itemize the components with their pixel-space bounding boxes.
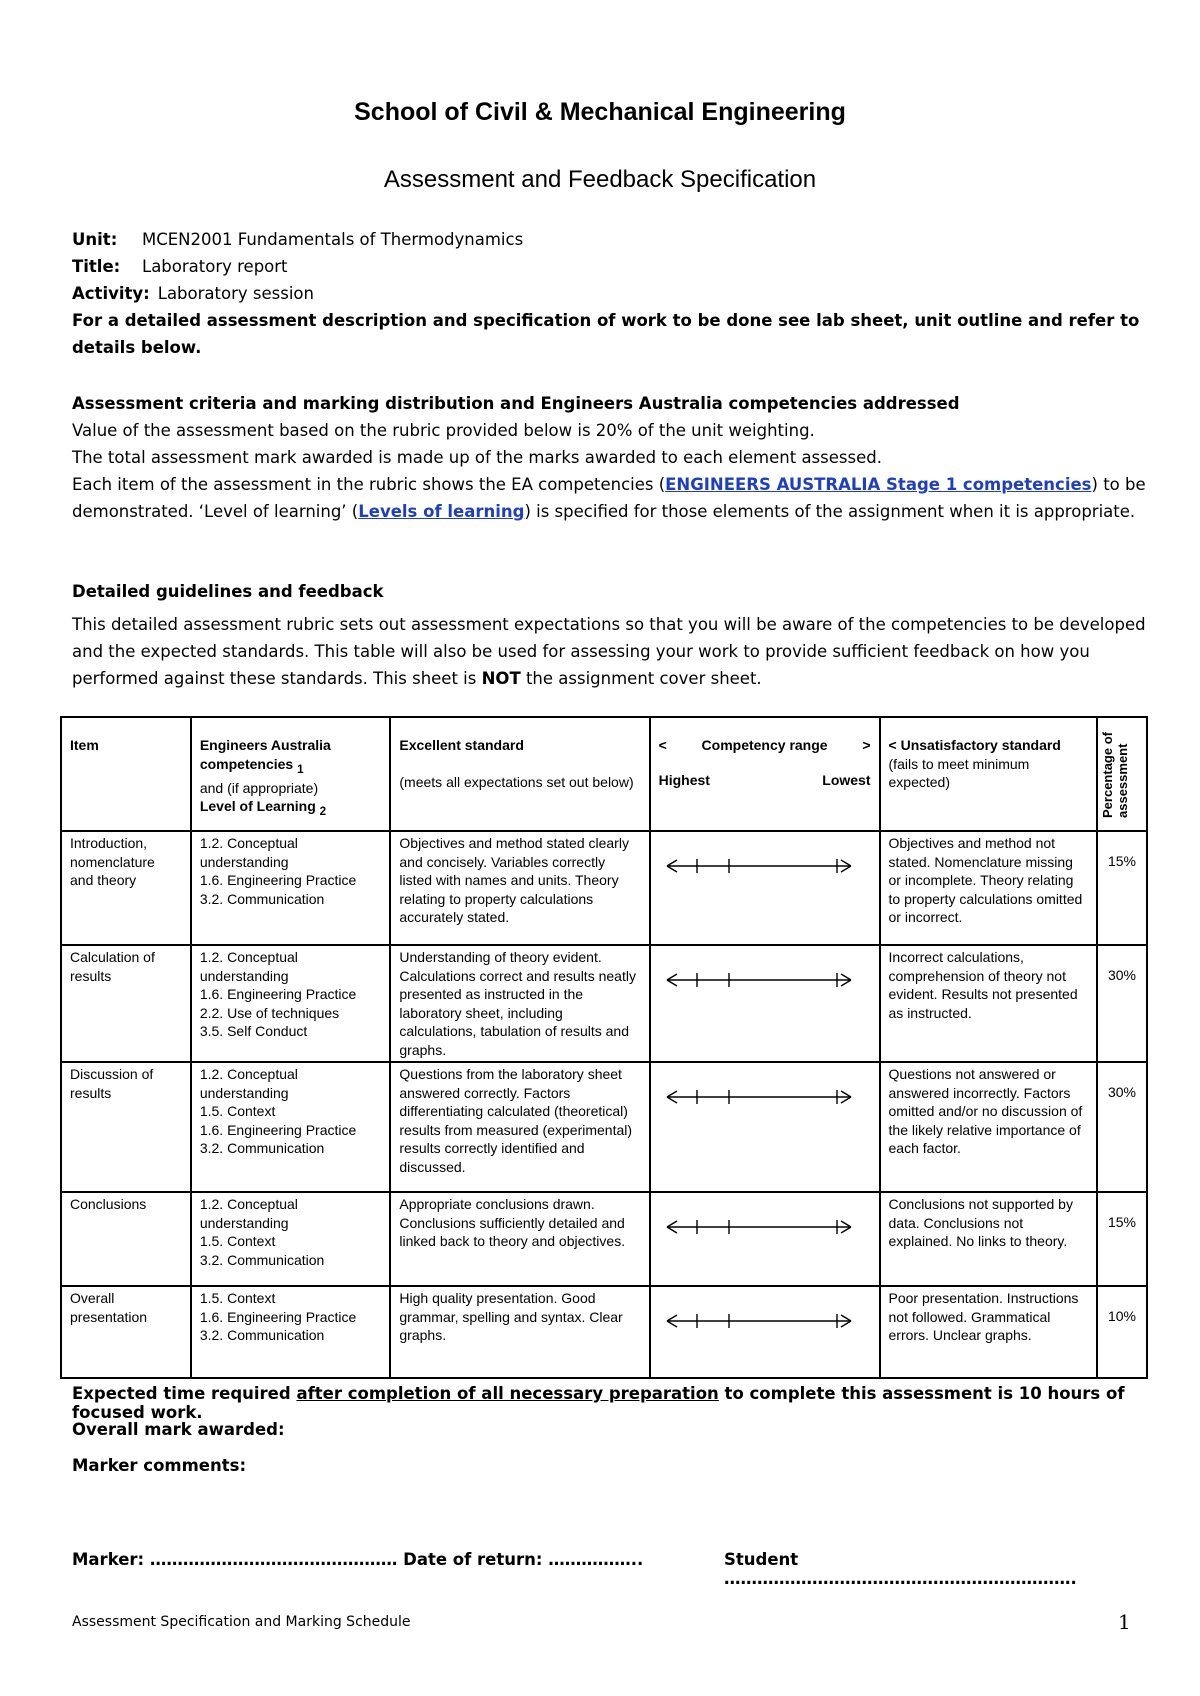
header-ea-sub2: 2 [319,805,327,819]
criteria-line-2: The total assessment mark awarded is made up of the marks awarded to each element assessed. [72,448,882,467]
ea-competency: 3.2. Communication [199,1140,325,1156]
header-unsat-note: (fails to meet minimum expected) [888,755,1030,790]
time-note-post: to complete this assessment is 10 hours of focused work. [72,1384,1125,1422]
unit-line [72,226,1142,253]
marker-line: Marker: ……………………………………… Date of return: …………….. [72,1550,644,1569]
title-line [72,253,1142,280]
row-competency-range [650,1192,880,1286]
criteria-line-3-text: Each item of the assessment in the rubric shows the EA competencies ( [72,475,666,494]
unit-label: Unit: [72,230,118,249]
activity-value: Laboratory session [157,284,314,303]
table-row [61,1192,1147,1286]
competency-range-scale [659,1217,859,1237]
guidelines-text-bold: NOT [481,669,521,688]
header-ea [191,717,391,831]
page-number: 1 [1118,1610,1131,1634]
document-subtitle: Assessment and Feedback Specification [383,166,817,193]
ea-competency: 3.2. Communication [199,1251,325,1268]
header-unsat [880,717,1097,831]
header-excellent-note: (meets all expectations set out below) [399,774,634,790]
row-competency-range [650,945,880,1062]
overall-mark-label: Overall mark awarded: [72,1420,285,1439]
ea-competency: 1.2. Conceptual understanding [199,949,298,984]
competency-range-scale [659,856,859,876]
header-unsat-text: < Unsatisfactory standard [888,737,1061,753]
range-lt: < [658,737,667,753]
competency-range-scale [659,970,859,990]
title-label: Title: [72,257,121,276]
header-ea-line3: Level of Learning [199,798,320,815]
activity-label: Activity: [72,284,150,303]
criteria-line-4-text: to be demonstrated. ‘Level of learning’ ( [72,475,1146,521]
guidelines-text-main: This detailed assessment rubric sets out assessment expectations so that you will be aware of the competencies to be developed and the expected standards. This table will also be used for assessing your work to provide sufficient feedback on how you performed against these standards. This sheet is [72,615,1146,688]
student-line: Student ………………………………………………………. [724,1550,1077,1588]
table-row [61,831,1147,945]
row-item: Calculation of results [61,945,191,1062]
header-percentage-text: Percentage of assessment [1099,732,1130,818]
header-excellent [390,717,649,831]
criteria-line-3 [72,471,1147,525]
guidelines-text-end: the assignment cover sheet. [520,669,762,688]
range-label: Competency range [701,737,828,753]
criteria-line-4-rest: ) is specified for those elements of the assignment when it is appropriate. [524,502,1136,521]
time-note [72,1384,1152,1422]
range-ends [659,771,871,790]
guidelines-text [72,611,1147,692]
row-ea-competencies [191,1062,391,1192]
activity-line [72,280,1142,307]
table-row [61,945,1147,1062]
table-header-row [61,717,1147,831]
ea-competency: 3.2. Communication [199,890,325,907]
detail-note: For a detailed assessment description and specification of work to be done see lab sheet, unit outline and refer to details below. [72,311,1140,357]
ea-competency: 1.6. Engineering Practice [199,986,357,1002]
ea-competency: 1.6. Engineering Practice [199,872,357,888]
ea-competency: 1.6. Engineering Practice [199,1121,357,1138]
guidelines-section [72,578,1147,692]
ea-competency: 1.2. Conceptual understanding [199,1196,298,1231]
marker-comments-label: Marker comments: [72,1456,247,1475]
ea-competency: 1.2. Conceptual understanding [199,1066,298,1101]
row-ea-competencies [191,1286,391,1378]
header-item [61,717,191,831]
row-unsatisfactory: Questions not answered or answered incorrectly. Factors omitted and/or no discussion of the likely relative importance of each factor. [880,1062,1097,1192]
row-excellent: Questions from the laboratory sheet answered correctly. Factors differentiating calculated (theoretical) results from measured (experimental) results correctly identified and discussed. [390,1062,649,1192]
row-competency-range [650,831,880,945]
row-percentage: 15% [1097,831,1147,945]
header-ea-line1: Engineers Australia competencies [199,737,331,772]
footer-note: Assessment Specification and Marking Schedule [72,1614,411,1630]
ea-competency: 1.6. Engineering Practice [199,1308,357,1325]
row-item: Conclusions [61,1192,191,1286]
unit-value: MCEN2001 Fundamentals of Thermodynamics [142,230,524,249]
row-item: Introduction, nomenclature and theory [61,831,191,945]
school-title: School of Civil & Mechanical Engineering [354,98,846,126]
guidelines-heading: Detailed guidelines and feedback [72,582,384,601]
meta-block [72,226,1142,361]
row-ea-competencies [191,831,391,945]
row-competency-range [650,1062,880,1192]
ea-competency: 1.5. Context [199,1233,276,1249]
row-competency-range [650,1286,880,1378]
ea-competency: 1.2. Conceptual understanding [199,835,298,870]
row-unsatisfactory: Objectives and method not stated. Nomenclature missing or incomplete. Theory relating to property calculations omitted or incorrect. [880,831,1097,945]
time-note-pre: Expected time required [72,1384,297,1403]
row-unsatisfactory: Incorrect calculations, comprehension of theory not evident. Results not presented as instructed. [880,945,1097,1062]
header-percentage [1097,717,1147,831]
range-lowest: Lowest [822,771,871,788]
competency-range-scale [659,1087,859,1107]
row-unsatisfactory: Conclusions not supported by data. Conclusions not explained. No links to theory. [880,1192,1097,1286]
header-excellent-text: Excellent standard [399,737,524,753]
row-percentage: 10% [1097,1286,1147,1378]
row-excellent: Objectives and method stated clearly and concisely. Variables correctly listed with names and units. Theory relating to property calculations accurately stated. [390,831,649,945]
range-title [659,736,871,755]
row-ea-competencies [191,945,391,1062]
criteria-section [72,390,1147,525]
title-value: Laboratory report [142,257,288,276]
rubric-body [61,831,1147,1378]
header-ea-sub1: 1 [297,762,304,776]
row-percentage: 15% [1097,1192,1147,1286]
criteria-line-3-close: ) [1091,475,1098,494]
row-item: Overall presentation [61,1286,191,1378]
row-excellent: Understanding of theory evident. Calculations correct and results neatly presented as instructed in the laboratory sheet, including calculations, tabulation of results and graphs. [390,945,649,1062]
row-percentage: 30% [1097,945,1147,1062]
ea-competencies-link[interactable]: ENGINEERS AUSTRALIA Stage 1 competencies [665,475,1092,494]
rubric-table [60,716,1148,1379]
ea-competency: 1.5. Context [199,1290,276,1306]
header-ea-line2: and (if appropriate) [199,779,319,796]
criteria-line-1: Value of the assessment based on the rubric provided below is 20% of the unit weighting. [72,421,815,440]
row-item: Discussion of results [61,1062,191,1192]
table-row [61,1286,1147,1378]
ea-competency: 2.2. Use of techniques [199,1004,340,1021]
row-percentage: 30% [1097,1062,1147,1192]
table-row [61,1062,1147,1192]
criteria-heading: Assessment criteria and marking distribution and Engineers Australia competencies addressed [72,394,960,413]
row-excellent: High quality presentation. Good grammar, spelling and syntax. Clear graphs. [390,1286,649,1378]
levels-of-learning-link[interactable]: Levels of learning [358,502,525,521]
ea-competency: 3.2. Communication [199,1327,325,1343]
ea-competency: 3.5. Self Conduct [199,1023,308,1039]
row-excellent: Appropriate conclusions drawn. Conclusions sufficiently detailed and linked back to theory and objectives. [390,1192,649,1286]
range-gt: > [862,737,871,753]
competency-range-scale [659,1311,859,1331]
header-range [650,717,880,831]
row-ea-competencies [191,1192,391,1286]
row-unsatisfactory: Poor presentation. Instructions not followed. Grammatical errors. Unclear graphs. [880,1286,1097,1378]
time-note-underlined: after completion of all necessary preparation [296,1384,719,1403]
header-item-text: Item [70,737,99,753]
ea-competency: 1.5. Context [199,1103,276,1119]
range-highest: Highest [658,771,710,788]
